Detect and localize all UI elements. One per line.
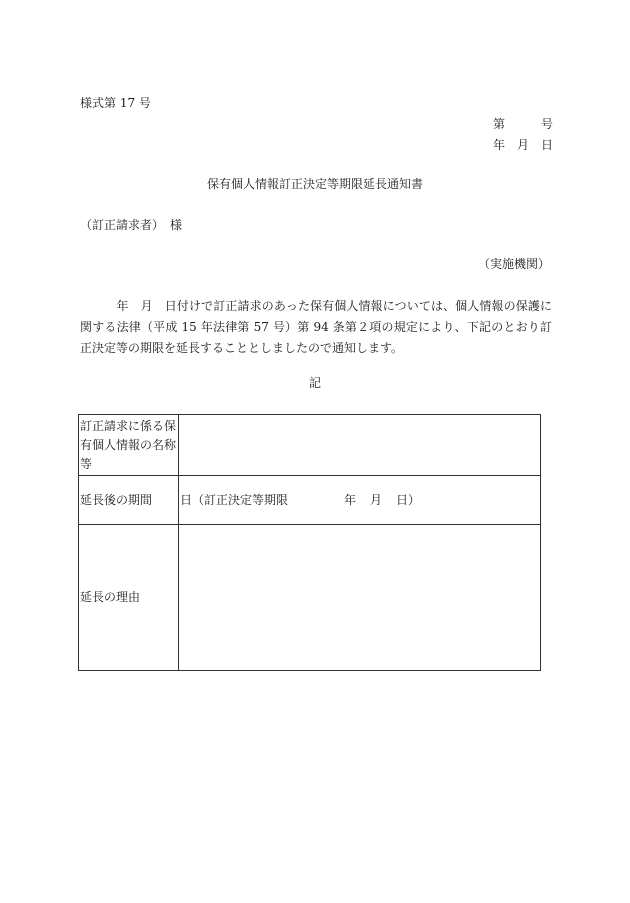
document-number-line [493,118,553,130]
date-month: 月 [516,138,529,152]
extension-prefix: 日（訂正決定等期限 [180,492,289,507]
extension-period-value[interactable] [179,476,541,525]
extension-month: 月 [370,492,383,507]
number-label-go: 号 [540,117,553,131]
extension-reason-label: 延長の理由 [79,525,179,671]
info-name-label: 訂正請求に係る保有個人情報の名称等 [79,415,179,476]
extension-period-label: 延長後の期間 [79,476,179,525]
recipient: （訂正請求者） 様 [80,218,183,232]
table-row [79,525,541,671]
table-row [79,476,541,525]
body-paragraph: 年 月 日付けで訂正請求のあった保有個人情報については、個人情報の保護に関する法律（平成 15 年法律第 57 号）第 94 条第２項の規定により、下記のとおり訂正決定等の期限を延長することとしましたので通知します。 [80,299,552,355]
extension-period-line [180,491,539,510]
page-title: 保有個人情報訂正決定等期限延長通知書 [206,177,423,191]
document-date-line [493,139,553,151]
table-row [79,415,541,476]
info-name-value[interactable] [179,415,541,476]
extension-reason-value[interactable] [179,525,541,671]
date-day: 日 [540,138,553,152]
number-label-dai: 第 [493,117,506,131]
details-table [78,414,541,671]
extension-day: 日） [396,492,421,507]
ki-heading: 記 [308,376,321,390]
agency: （実施機関） [477,257,550,271]
date-year: 年 [493,138,506,152]
form-number: 様式第 17 号 [80,96,151,110]
extension-year: 年 [344,492,357,507]
